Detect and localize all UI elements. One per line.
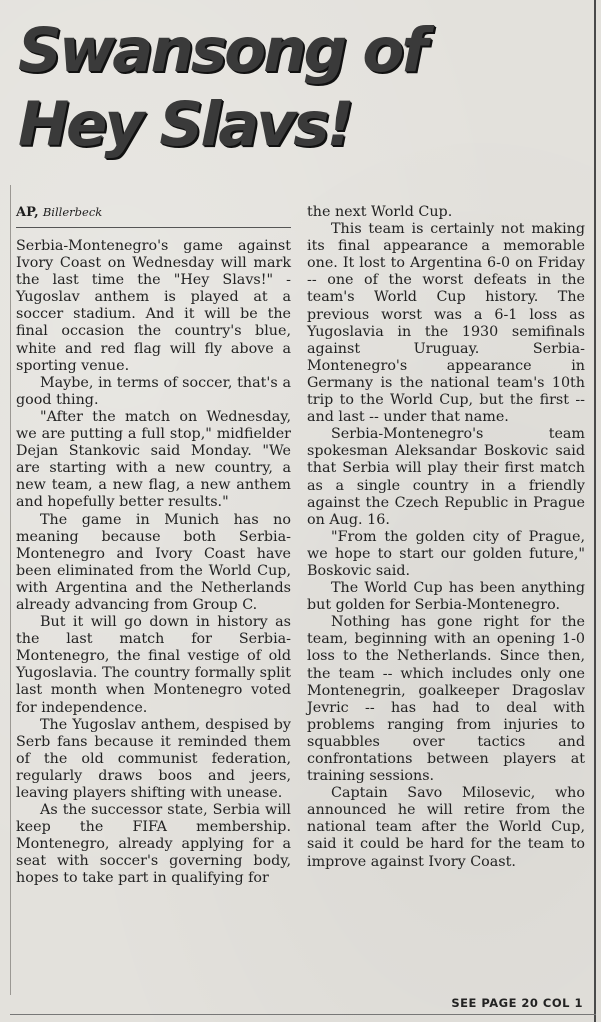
- paragraph: The game in Munich has no meaning because both Serbia-Montenegro and Ivory Coast have been eliminated from the World Cup, with Argentina and the Netherlands already advancing from Group C.: [16, 511, 291, 613]
- article-column-2: [307, 204, 585, 871]
- paragraph-continuation: the next World Cup.: [307, 204, 453, 220]
- headline-line-2: Hey Slavs!: [18, 89, 352, 160]
- paragraph: But it will go down in history as the last match for Serbia-Montenegro, the final vestige of old Yugoslavia. The country formally split last month when Montenegro voted for independence.: [16, 614, 291, 716]
- column-rule-left: [10, 185, 11, 995]
- paragraph: The World Cup has been anything but golden for Serbia-Montenegro.: [307, 580, 585, 614]
- byline-agency: AP,: [16, 205, 39, 220]
- page-edge-rule: [594, 0, 596, 1022]
- paragraph: Maybe, in terms of soccer, that's a good thing.: [16, 374, 291, 408]
- byline-city: Billerbeck: [42, 205, 103, 219]
- paragraph: Captain Savo Milosevic, who announced he will retire from the national team after the World Cup, said it could be hard for the team to improve against Ivory Coast.: [307, 785, 585, 870]
- paragraph: This team is certainly not making its final appearance a memorable one. It lost to Argentina 6-0 on Friday -- one of the worst defeats in the team's World Cup history. The previous worst was a 6-1 loss as Yugoslavia in the 1930 semifinals against Uruguay. Serbia-Montenegro's appearance in Germany is the national team's 10th trip to the World Cup, but the first -- and last -- under that name.: [307, 221, 585, 426]
- paragraph: "After the match on Wednesday, we are putting a full stop," midfielder Dejan Stankovic said Monday. "We are starting with a new country, a new team, a new flag, a new anthem and hopefully better results.": [16, 408, 291, 511]
- paragraph: The Yugoslav anthem, despised by Serb fans because it reminded them of the old communist federation, regularly draws boos and jeers, leaving players shifting with unease.: [16, 716, 291, 801]
- byline: [16, 203, 291, 228]
- paragraph: Serbia-Montenegro's team spokesman Aleksandar Boskovic said that Serbia will play their first match as a single country in a friendly against the Czech Republic in Prague on Aug. 16.: [307, 426, 585, 528]
- continuation-reference: SEE PAGE 20 COL 1: [451, 996, 583, 1010]
- bottom-rule: [10, 1014, 596, 1015]
- bleed-through-text: [445, 40, 601, 130]
- paragraph: Serbia-Montenegro's game against Ivory Coast on Wednesday will mark the last time the "Hey Slavs!" -Yugoslav anthem is played at a soccer stadium. And it will be the final occasion the country's blue, white and red flag will fly above a sporting venue.: [16, 238, 291, 374]
- article-column-1: [16, 238, 291, 888]
- headline: [18, 14, 458, 162]
- paragraph: "From the golden city of Prague, we hope to start our golden future," Boskovic said.: [307, 528, 585, 579]
- paragraph: Nothing has gone right for the team, beginning with an opening 1-0 loss to the Netherlands. Since then, the team -- which includes only one Montenegrin, goalkeeper Dragoslav Jevric -- has had to deal with problems ranging from injuries to squabbles over tactics and confrontations between players at training sessions.: [307, 614, 585, 785]
- headline-line-1: Swansong of: [18, 15, 425, 86]
- paragraph: As the successor state, Serbia will keep the FIFA membership. Montenegro, already applying for a seat with soccer's governing body, hopes to take part in qualifying for: [16, 802, 291, 887]
